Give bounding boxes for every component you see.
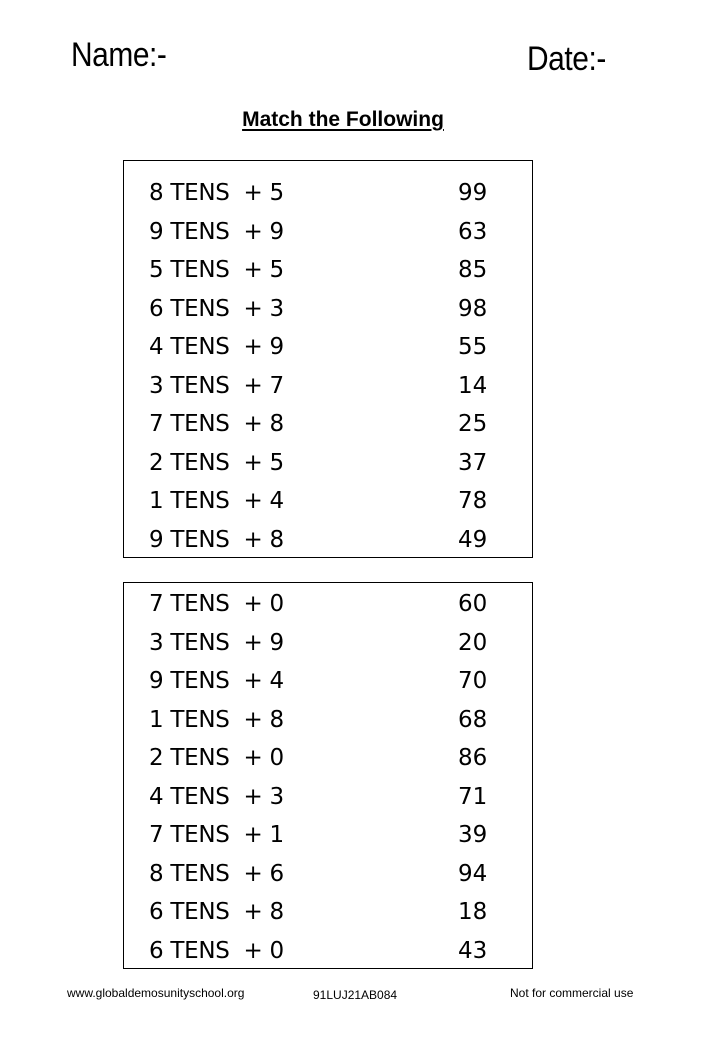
tens-expression: 4 TENS + 9 (149, 334, 284, 360)
tens-expression: 6 TENS + 3 (149, 295, 284, 322)
match-row (124, 666, 532, 704)
answer-number: 70 (458, 668, 488, 694)
tens-expression: 8 TENS + 5 (149, 180, 284, 206)
tens-expression: 6 TENS + 0 (149, 937, 284, 964)
match-row (124, 743, 532, 781)
tens-expression: 3 TENS + 9 (149, 629, 284, 656)
tens-expression: 8 TENS + 6 (149, 860, 284, 887)
tens-expression: 7 TENS + 1 (149, 822, 284, 848)
tens-expression: 3 TENS + 7 (149, 372, 284, 399)
answer-number: 39 (458, 822, 488, 848)
match-row (124, 589, 532, 627)
match-row (124, 332, 532, 370)
name-label: Name:- (71, 36, 167, 74)
match-row (124, 859, 532, 897)
answer-number: 43 (458, 937, 488, 964)
answer-number: 18 (458, 899, 488, 925)
footer-note: Not for commercial use (510, 986, 634, 1000)
answer-number: 14 (458, 372, 488, 399)
answer-number: 86 (458, 745, 488, 771)
match-row (124, 409, 532, 447)
match-row (124, 255, 532, 293)
tens-expression: 2 TENS + 5 (149, 449, 284, 476)
tens-expression: 1 TENS + 8 (149, 706, 284, 733)
footer-website: www.globaldemosunityschool.org (67, 986, 245, 1000)
tens-expression: 9 TENS + 9 (149, 218, 284, 245)
date-label: Date:- (527, 40, 606, 78)
footer-code: 91LUJ21AB084 (313, 988, 398, 1002)
answer-number: 85 (458, 257, 488, 283)
answer-number: 63 (458, 218, 488, 245)
match-row (124, 294, 532, 332)
tens-expression: 9 TENS + 4 (149, 668, 284, 694)
match-row (124, 628, 532, 666)
match-row (124, 178, 532, 216)
match-row (124, 371, 532, 409)
match-row (124, 897, 532, 935)
tens-expression: 7 TENS + 0 (149, 591, 284, 617)
tens-expression: 7 TENS + 8 (149, 411, 284, 437)
match-box-1 (123, 160, 533, 558)
match-row (124, 217, 532, 255)
tens-expression: 1 TENS + 4 (149, 488, 284, 514)
match-row (124, 705, 532, 743)
answer-number: 71 (458, 783, 488, 810)
worksheet-title: Match the Following (242, 108, 444, 131)
match-row (124, 820, 532, 858)
match-row (124, 782, 532, 820)
answer-number: 60 (458, 591, 488, 617)
match-row (124, 448, 532, 486)
answer-number: 25 (458, 411, 488, 437)
tens-expression: 4 TENS + 3 (149, 783, 284, 810)
match-row (124, 525, 532, 563)
answer-number: 20 (458, 629, 488, 656)
answer-number: 37 (458, 449, 488, 476)
tens-expression: 2 TENS + 0 (149, 745, 284, 771)
tens-expression: 5 TENS + 5 (149, 257, 284, 283)
answer-number: 98 (458, 295, 488, 322)
answer-number: 49 (458, 526, 488, 553)
answer-number: 94 (458, 860, 488, 887)
answer-number: 78 (458, 488, 488, 514)
answer-number: 68 (458, 706, 488, 733)
match-box-2 (123, 582, 533, 969)
match-row (124, 486, 532, 524)
answer-number: 99 (458, 180, 488, 206)
tens-expression: 6 TENS + 8 (149, 899, 284, 925)
tens-expression: 9 TENS + 8 (149, 526, 284, 553)
match-row (124, 936, 532, 974)
answer-number: 55 (458, 334, 488, 360)
